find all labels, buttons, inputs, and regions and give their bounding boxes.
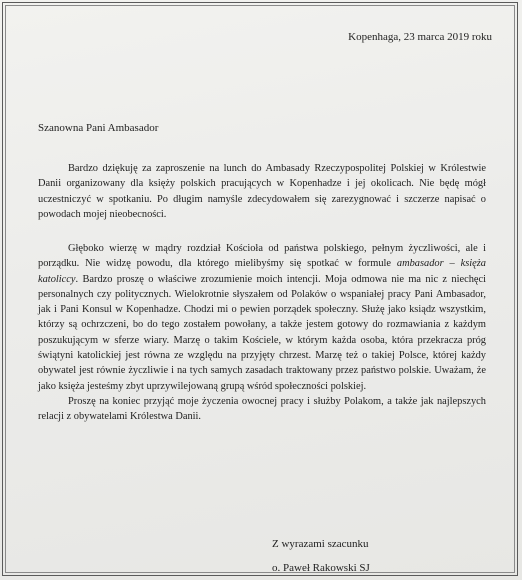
salutation: Szanowna Pani Ambasador [38,122,159,134]
emphasized-phrase: ambasador – księża katoliccy [38,258,486,285]
paragraph-text: Głęboko wierzę w mądry rozdział Kościoła od państwa polskiego, pełnym życzliwości, ale i porządku. Nie widzę powodu, dla którego mielibyśmy się spotkać w formule [38,243,486,270]
closing-line: Z wyrazami szacunku [272,538,369,550]
paragraph-invitation-thanks: Bardzo dziękuję za zaproszenie na lunch do Ambasady Rzeczypospolitej Polskiej w Królestwie Danii organizowany dla księży polskich pracujących w Kopenhadze i jej okolicach. Nie będę mógł uczestniczyć w spotkaniu. Po długim namyśle zdecydowałem się zarezygnować i szczerze napisać o powodach mojej nieobecności. [38,163,486,220]
signature: o. Paweł Rakowski SJ [272,562,370,574]
paragraph-church-state [38,241,486,394]
paragraph-text: . Bardzo proszę o właściwe zrozumienie moich intencji. Moja odmowa nie ma nic z niechęci personalnych czy politycznych. Wielokrotnie słyszałem od Polaków o wspaniałej pracy Pani Ambasador, jak i Pani Konsul w Kopenhadze. Chodzi mi o pewien porządek społeczny. Służę jako ksiądz wszystkim, którzy są ochrzczeni, bo do tego zostałem powołany, a także jestem gotowy do rozmawiania z każdym poszukującym w sferze wiary. Marzę o takim Kościele, w którym każda osoba, która przekracza próg świątyni katolickiej jest równa ze względu na przyjęty chrzest. Marzę też o takiej Polsce, której każdy obywatel jest równie życzliwie i na tych samych zasadach traktowany przez państwo polskie. Uważam, że jako księża jesteśmy zbyt uprzywilejowaną grupą wśród społeczności polskiej. [38,273,486,392]
date-line: Kopenhaga, 23 marca 2019 roku [348,31,492,43]
paragraph-wishes: Proszę na koniec przyjąć moje życzenia owocnej pracy i służby Polakom, a także jak najlepszych relacji z obywatelami Królestwa Danii. [38,396,486,423]
